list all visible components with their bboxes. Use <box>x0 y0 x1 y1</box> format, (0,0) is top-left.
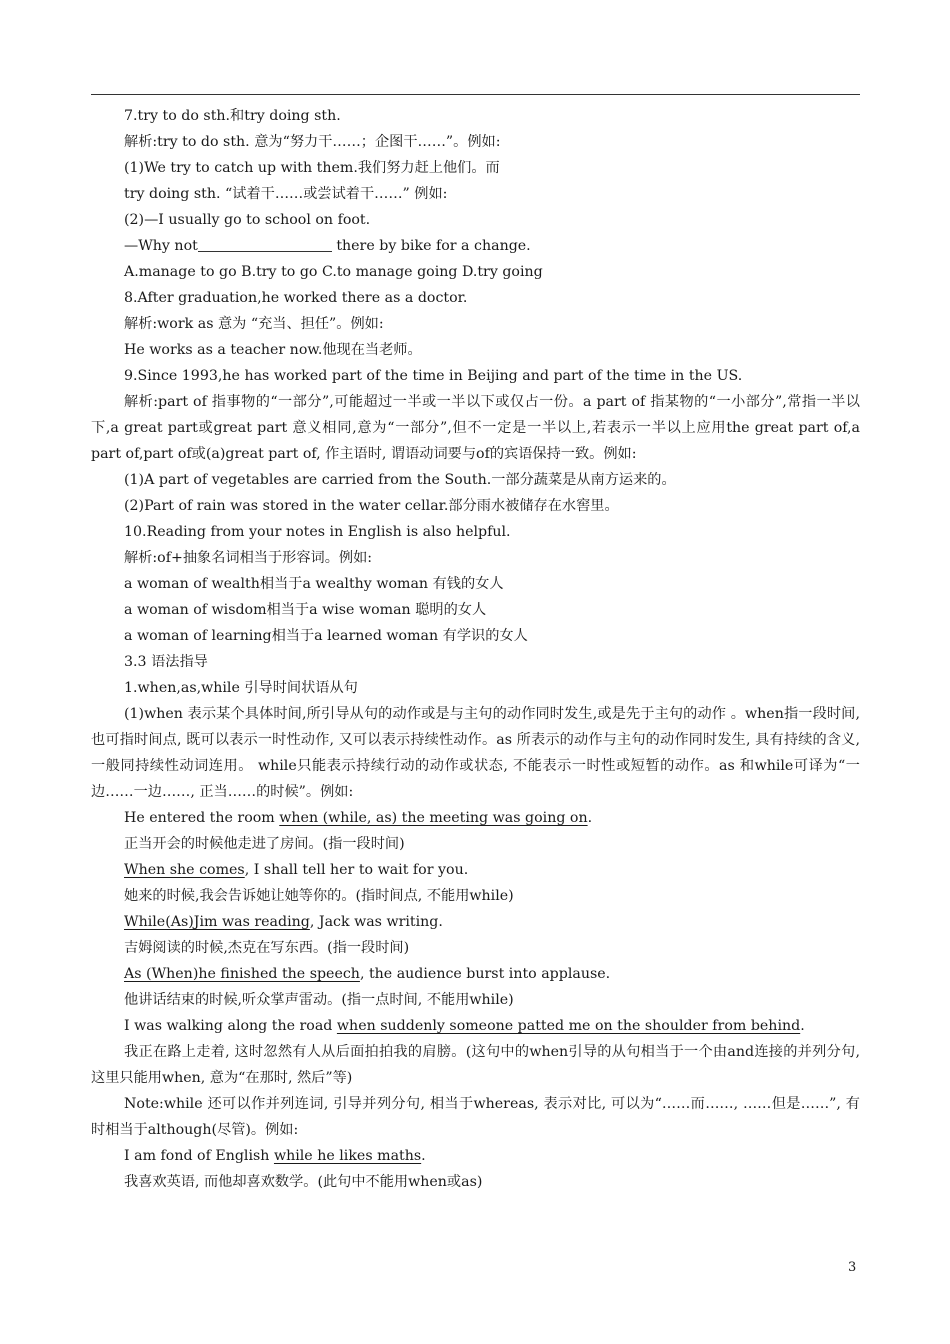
sentence-text: , the audience burst into applause. <box>359 966 611 982</box>
sentence-text: , Jack was writing. <box>309 914 443 930</box>
example-while-contrast <box>91 1143 860 1169</box>
sentence-end: . <box>800 1018 805 1034</box>
item-7-analysis: 解析:try to do sth. 意为“努力干……；企图干……”。例如: <box>124 134 501 150</box>
item-9-example-2: (2)Part of rain was stored in the water cellar.部分雨水被储存在水窖里。 <box>124 498 619 514</box>
page-body <box>91 103 860 1195</box>
item-8-example: He works as a teacher now.他现在当老师。 <box>124 342 422 358</box>
translation-4: 他讲话结束的时候,听众掌声雷动。(指一点时间, 不能用while) <box>124 992 514 1008</box>
underlined-clause: while he likes maths <box>273 1148 422 1164</box>
underlined-clause: While(As)Jim was reading <box>124 914 310 930</box>
sentence-end: . <box>421 1148 426 1164</box>
item-7-try-doing: try doing sth. “试着干……或尝试着干……” 例如: <box>124 186 448 202</box>
translation-3: 吉姆阅读的时候,杰克在写东西。(指一段时间) <box>124 940 410 956</box>
question-suffix: there by bike for a change. <box>331 238 531 254</box>
item-9-example-1: (1)A part of vegetables are carried from the South.一部分蔬菜是从南方运来的。 <box>124 472 676 488</box>
item-10-example-1: a woman of wealth相当于a wealthy woman 有钱的女人 <box>124 576 504 592</box>
example-as <box>91 961 860 987</box>
item-10-title: 10.Reading from your notes in English is also helpful. <box>124 524 511 540</box>
underlined-clause: when (while, as) the meeting was going on <box>279 810 588 826</box>
example-while <box>91 909 860 935</box>
translation-2: 她来的时候,我会告诉她让她等你的。(指时间点, 不能用while) <box>124 888 514 904</box>
example-when-1 <box>91 805 860 831</box>
page-number: 3 <box>848 1260 857 1275</box>
sentence-end: . <box>587 810 593 826</box>
underlined-clause: As (When)he finished the speech <box>124 966 360 982</box>
item-8-analysis: 解析:work as 意为 “充当、担任”。例如: <box>124 316 384 332</box>
header-rule <box>91 94 860 95</box>
answer-blank <box>198 237 332 252</box>
item-10-example-2: a woman of wisdom相当于a wise woman 聪明的女人 <box>124 602 487 618</box>
sentence-text: He entered the room <box>124 810 280 826</box>
grammar-topic: 1.when,as,while 引导时间状语从句 <box>124 680 358 696</box>
underlined-clause: When she comes <box>124 862 245 878</box>
item-10-analysis: 解析:of+抽象名词相当于形容词。例如: <box>124 550 373 566</box>
item-9-title: 9.Since 1993,he has worked part of the time in Beijing and part of the time in the US. <box>124 368 743 384</box>
question-prefix: —Why not <box>124 238 198 254</box>
item-7-options: A.manage to go B.try to go C.to manage going D.try going <box>124 264 543 280</box>
item-7-example-1: (1)We try to catch up with them.我们努力赶上他们。而 <box>124 160 500 176</box>
translation-6: 我喜欢英语, 而他却喜欢数学。(此句中不能用when或as) <box>124 1174 483 1190</box>
example-when-2 <box>91 857 860 883</box>
item-7-example-2: (2)—I usually go to school on foot. <box>124 212 371 228</box>
note-while: Note:while 还可以作并列连词, 引导并列分句, 相当于whereas, 表示对比, 可以为“……而……, ……但是……”, 有时相当于although(尽管)。例如: <box>91 1096 860 1138</box>
sentence-text: I am fond of English <box>124 1148 274 1164</box>
item-9-analysis: 解析:part of 指事物的“一部分”,可能超过一半或一半以下或仅占一份。a part of 指某物的“一小部分”,常指一半以下,a great part或great part 意义相同,意为“一部分”,但不一定是一半以上,若表示一半以上应用the great part of,a part of,part of或(a)great part of, 作主语时, 谓语动词要与of的宾语保持一致。例如: <box>91 394 860 462</box>
sentence-text: , I shall tell her to wait for you. <box>244 862 469 878</box>
grammar-explanation: (1)when 表示某个具体时间,所引导从句的动作或是与主句的动作同时发生,或是先于主句的动作 。when指一段时间, 也可指时间点, 既可以表示一时性动作, 又可以表示持续性动作。as 所表示的动作与主句的动作同时发生, 具有持续的含义, 一般同持续性动词连用。 while只能表示持续行动的动作或状态, 不能表示一时性或短暂的动作。as 和while可译为“一边……一边……, 正当……的时候”。例如: <box>91 706 860 800</box>
sentence-text: I was walking along the road <box>124 1018 337 1034</box>
underlined-clause: when suddenly someone patted me on the shoulder from behind <box>336 1018 801 1034</box>
item-7-question <box>91 233 860 259</box>
example-when-3 <box>91 1013 860 1039</box>
item-10-example-3: a woman of learning相当于a learned woman 有学识的女人 <box>124 628 528 644</box>
item-7-title: 7.try to do sth.和try doing sth. <box>124 108 341 124</box>
section-heading: 3.3 语法指导 <box>124 654 208 670</box>
translation-1: 正当开会的时候他走进了房间。(指一段时间) <box>124 836 405 852</box>
item-8-title: 8.After graduation,he worked there as a doctor. <box>124 290 468 306</box>
translation-5: 我正在路上走着, 这时忽然有人从后面拍拍我的肩膀。(这句中的when引导的从句相当于一个由and连接的并列分句, 这里只能用when, 意为“在那时, 然后”等) <box>91 1044 860 1086</box>
